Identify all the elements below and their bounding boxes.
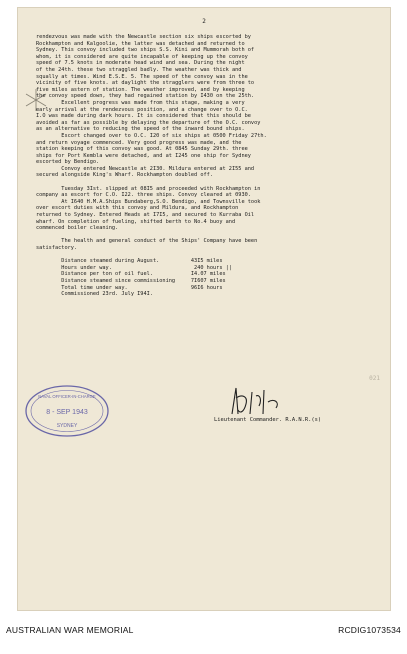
page-number: 2 <box>202 18 206 25</box>
stamp-place: SYDNEY <box>56 423 78 429</box>
margin-folio-number: 021 <box>369 375 380 382</box>
signatory-title: Lieutenant Commander. R.A.N.R.(s) <box>214 417 322 423</box>
footer-institution: AUSTRALIAN WAR MEMORIAL <box>6 625 134 635</box>
document-page <box>18 8 390 610</box>
report-body-text: rendezvous was made with the Newcastle section six ships escorted by Rockhampton and Kalgoolie, the latter was detached and returned to Sydney. This convoy included two ships S.S. Kini and Mummorah both of whom, it is considered are quite incapable of keeping up the convoy speed of 7.5 knots in moderate head wind and sea. During the night of the 24th. these two straggled badly. The weather was thick and squally at times. Wind E.S.E. 5. The speed of the convoy was in the vicinity of five knots. at daylight the stragglers were from three to five miles astern of station. The weather improved, and by keeping the convoy speed down, they had regained station by I430 on the 25th. Excellent progress was made from this stage, making a very early arrival at the rendezvous position, and a change over to O.C. I.O was made during dark hours. It is considered that this should be avoided as far as possible by delaying the departure of the O.C. convoy as an alternative to reducing the speed of the inward bound ships. Escort changed over to O.C. I20 of six ships at 0500 Friday 27th. and return voyage commenced. Very good progress was made, and the station keeping of this convoy was good. At 0845 Sunday 29th. three ships for Port Kembla were detached, and at I245 one ship for Sydney escorted by Bendigo. Convoy entered Newcastle at 2I30. Mildura entered at 2I55 and secured alongside King's Wharf. Rockhampton doubled off. Tuesday 3Ist. slipped at 08I5 and proceeded with Rockhampton in company as escort for C.O. I22. three ships. Convoy cleared at 0930. At I640 H.M.A.Ships Bundaberg,S.O. Bendigo, and Townsville took over escort duties with this convoy and Mildura, and Rockhampton returned to Sydney. Entered Heads at I7I5, and secured to Kurraba Oil wharf. On completion of fueling, shifted berth to No.4 buoy and commenced boiler cleaning. The health and general conduct of the Ships' Company have been satisfactory. Distance steamed during August. 43I5 miles Hours under way. 240 hours || Distance per ton of oil fuel. I4.07 miles Distance steamed since commissioning 7I607 miles Total time under way. 96I6 hours Commissioned 23rd. July I94I. <box>36 34 267 298</box>
handwritten-signature <box>226 384 286 420</box>
stamp-date: 8 - SEP 1943 <box>46 409 88 416</box>
receipt-stamp <box>24 384 110 438</box>
footer-record-id: RCDIG1073534 <box>338 625 401 635</box>
archive-footer <box>0 621 407 654</box>
stamp-top-text: NAVAL OFFICER-IN-CHARGE <box>38 394 96 399</box>
